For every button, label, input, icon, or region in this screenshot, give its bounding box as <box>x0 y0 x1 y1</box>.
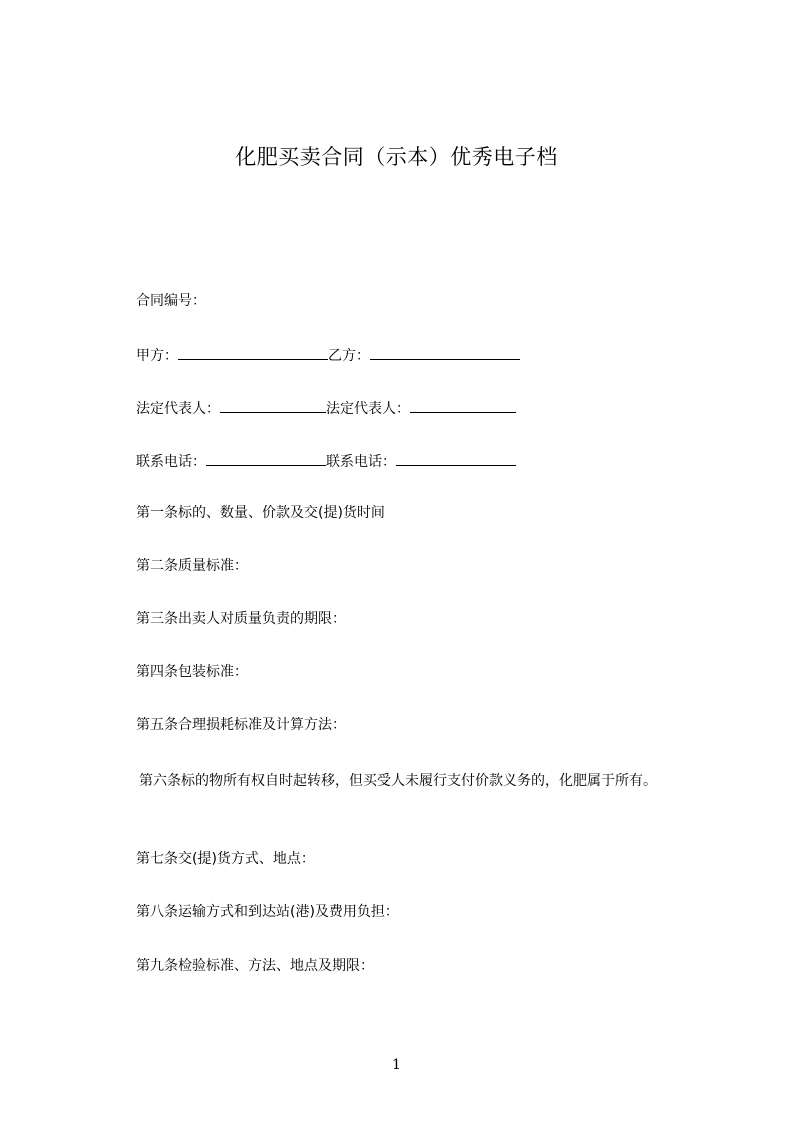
clause-3: 第三条出卖人对质量负责的期限： <box>136 611 346 627</box>
parties-line <box>136 344 520 366</box>
clause-5: 第五条合理损耗标准及计算方法： <box>136 717 346 733</box>
clause-8: 第八条运输方式和到达站(港)及费用负担： <box>136 904 399 920</box>
clause-2: 第二条质量标准： <box>136 558 248 574</box>
contract-number-line <box>136 291 206 311</box>
clause-7: 第七条交(提)货方式、地点： <box>136 851 315 867</box>
clause-9: 第九条检验标准、方法、地点及期限： <box>136 958 374 974</box>
clause-4: 第四条包装标准： <box>136 664 248 680</box>
party-a-phone-blank <box>206 450 326 466</box>
party-b-phone-label: 联系电话： <box>326 454 396 470</box>
party-a-legal-rep-blank <box>220 397 326 413</box>
contract-number-label: 合同编号： <box>136 293 206 309</box>
party-a-blank <box>178 344 328 360</box>
party-b-label: 乙方： <box>328 348 370 364</box>
page-number: 1 <box>392 1057 401 1073</box>
party-a-legal-rep-label: 法定代表人： <box>136 401 220 417</box>
party-b-blank <box>370 344 520 360</box>
document-title: 化肥买卖合同（示本）优秀电子档 <box>235 145 558 169</box>
legal-rep-line <box>136 397 516 419</box>
party-b-legal-rep-blank <box>410 397 516 413</box>
party-b-phone-blank <box>396 450 516 466</box>
party-a-phone-label: 联系电话： <box>136 454 206 470</box>
party-a-label: 甲方： <box>136 348 178 364</box>
clause-6: 第六条标的物所有权自时起转移，但买受人未履行支付价款义务的，化肥属于所有。 <box>139 773 657 789</box>
party-b-legal-rep-label: 法定代表人： <box>326 401 410 417</box>
clause-1: 第一条标的、数量、价款及交(提)货时间 <box>136 505 385 521</box>
phone-line <box>136 450 516 472</box>
